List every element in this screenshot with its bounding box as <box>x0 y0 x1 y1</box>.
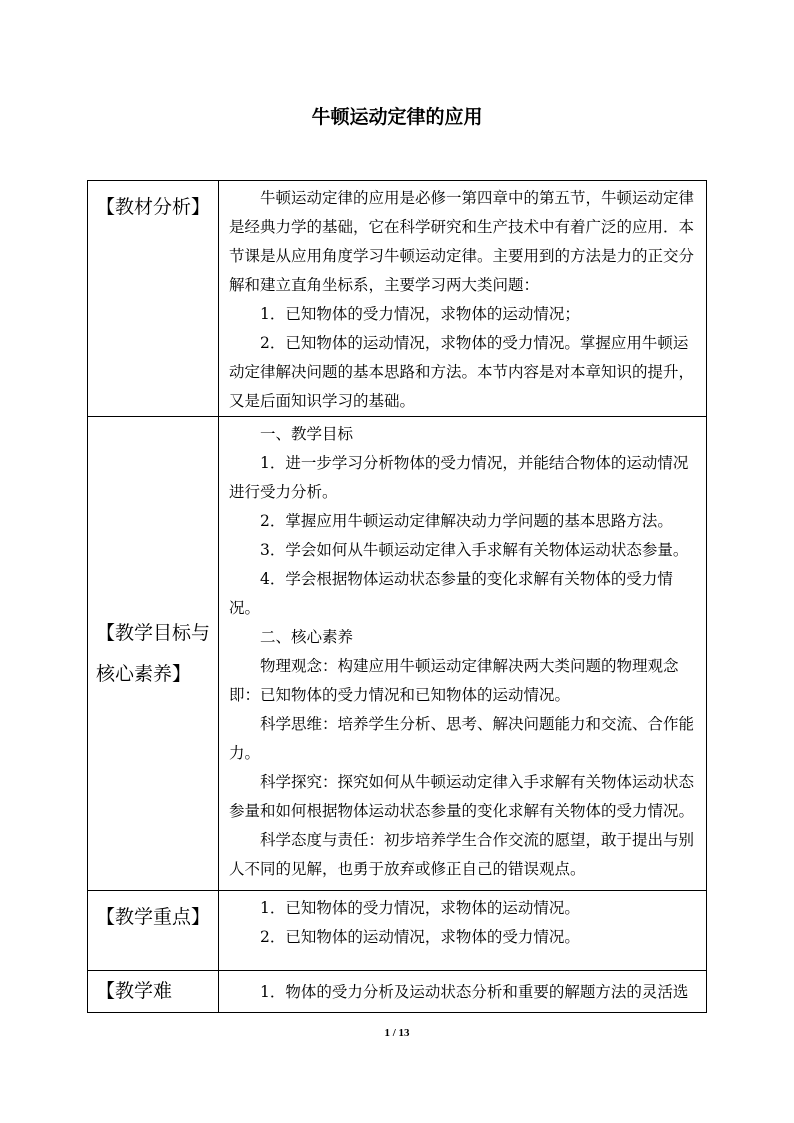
paragraph: 科学思维：培养学生分析、思考、解决问题能力和交流、合作能力。 <box>229 715 695 762</box>
paragraph: 科学态度与责任：初步培养学生合作交流的愿望，敢于提出与别人不同的见解，也勇于放弃或修正自己的错误观点。 <box>229 831 695 878</box>
row-content <box>219 417 707 891</box>
paragraph: 2．已知物体的运动情况，求物体的受力情况。 <box>260 928 580 946</box>
page-title: 牛顿运动定律的应用 <box>311 106 483 128</box>
paragraph: 1．进一步学习分析物体的受力情况，并能结合物体的运动情况进行受力分析。 <box>229 454 689 501</box>
paragraph: 1．物体的受力分析及运动状态分析和重要的解题方法的灵活选 <box>260 983 689 1001</box>
lesson-plan-table <box>87 180 707 1013</box>
row-label: 【教学目标与核心素养】 <box>88 417 219 891</box>
row-label: 【教材分析】 <box>88 181 219 417</box>
row-content <box>219 181 707 417</box>
page-number: 1 / 13 <box>384 1027 410 1039</box>
paragraph: 物理观念：构建应用牛顿运动定律解决两大类问题的物理观念即：已知物体的受力情况和已知物体的运动情况。 <box>229 657 679 704</box>
paragraph: 牛顿运动定律的应用是必修一第四章中的第五节，牛顿运动定律是经典力学的基础，它在科学研究和生产技术中有着广泛的应用．本节课是从应用角度学习牛顿运动定律。主要用到的方法是力的正交分解和建立直角坐标系，主要学习两大类问题： <box>229 189 695 294</box>
row-content <box>219 971 707 1013</box>
paragraph: 1．已知物体的受力情况，求物体的运动情况。 <box>260 899 580 917</box>
paragraph: 科学探究：探究如何从牛顿运动定律入手求解有关物体运动状态参量和如何根据物体运动状态参量的变化求解有关物体的受力情况。 <box>229 773 695 820</box>
paragraph: 4．学会根据物体运动状态参量的变化求解有关物体的受力情况。 <box>229 570 673 617</box>
table-row-textbook-analysis <box>88 181 707 417</box>
paragraph: 2．已知物体的运动情况，求物体的受力情况。掌握应用牛顿运动定律解决问题的基本思路和方法。本节内容是对本章知识的提升，又是后面知识学习的基础。 <box>229 334 695 410</box>
row-label: 【教学难 <box>88 971 219 1013</box>
row-content <box>219 891 707 971</box>
paragraph: 3．学会如何从牛顿运动定律入手求解有关物体运动状态参量。 <box>260 541 689 559</box>
paragraph: 二、核心素养 <box>260 628 354 646</box>
paragraph: 2．掌握应用牛顿运动定律解决动力学问题的基本思路方法。 <box>260 512 673 530</box>
table-row-key-points <box>88 891 707 971</box>
paragraph: 一、教学目标 <box>260 425 354 443</box>
table-row-objectives <box>88 417 707 891</box>
row-label: 【教学重点】 <box>88 891 219 971</box>
paragraph: 1．已知物体的受力情况，求物体的运动情况； <box>260 305 580 323</box>
table-row-difficulties <box>88 971 707 1013</box>
